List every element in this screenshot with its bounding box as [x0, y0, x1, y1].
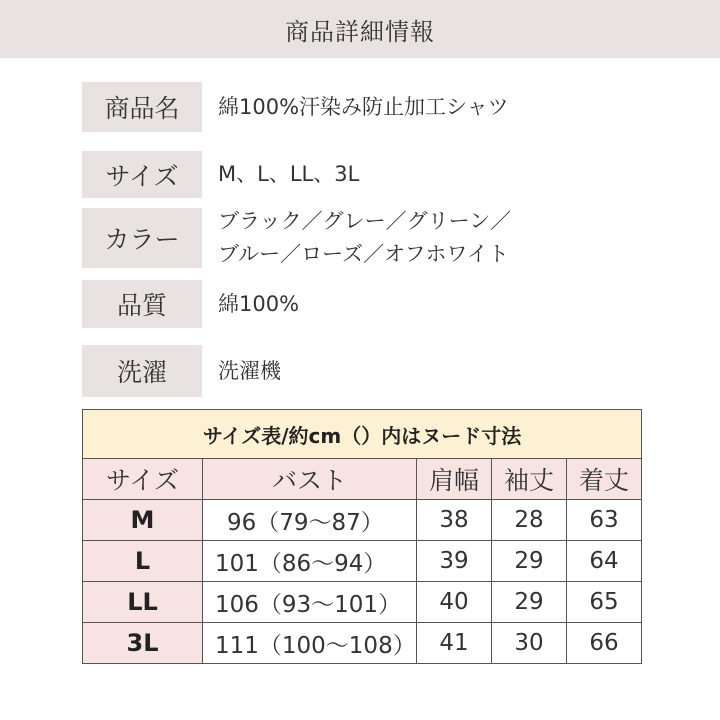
sleeve-cell: 29 [492, 582, 567, 623]
shoulder-cell: 38 [417, 500, 492, 541]
spec-row-material [82, 280, 642, 328]
sleeve-cell: 29 [492, 541, 567, 582]
column-header-length: 着丈 [567, 459, 642, 500]
spec-label: 品質 [82, 280, 202, 328]
table-row [83, 582, 642, 623]
size-table-header-row [83, 459, 642, 500]
length-cell: 64 [567, 541, 642, 582]
spec-value-line: 綿100%汗染み防止加工シャツ [218, 94, 509, 119]
spec-row-product-name [82, 82, 642, 132]
header-bar [0, 0, 720, 58]
spec-value [218, 205, 511, 271]
length-cell: 65 [567, 582, 642, 623]
spec-value [218, 91, 509, 124]
table-row [83, 623, 642, 664]
bust-cell: 96（79〜87） [203, 500, 417, 541]
spec-row-size [82, 151, 642, 198]
size-table-caption: サイズ表/約cm（）内はヌード寸法 [83, 410, 642, 459]
spec-label: カラー [82, 208, 202, 268]
spec-value [218, 288, 299, 321]
bust-cell: 106（93〜101） [203, 582, 417, 623]
column-header-bust: バスト [203, 459, 417, 500]
shoulder-cell: 41 [417, 623, 492, 664]
spec-label: 洗濯 [82, 345, 202, 397]
bust-cell: 111（100〜108） [203, 623, 417, 664]
size-table [82, 409, 642, 664]
shoulder-cell: 40 [417, 582, 492, 623]
size-cell: M [83, 500, 203, 541]
shoulder-cell: 39 [417, 541, 492, 582]
size-cell: 3L [83, 623, 203, 664]
column-header-sleeve: 袖丈 [492, 459, 567, 500]
spec-value-line: M、L、LL、3L [218, 162, 360, 186]
size-cell: LL [83, 582, 203, 623]
sleeve-cell: 30 [492, 623, 567, 664]
spec-value-line: 綿100% [218, 291, 300, 316]
table-row [83, 541, 642, 582]
sleeve-cell: 28 [492, 500, 567, 541]
column-header-shoulder: 肩幅 [417, 459, 492, 500]
length-cell: 63 [567, 500, 642, 541]
spec-row-color [82, 205, 642, 271]
bust-cell: 101（86〜94） [203, 541, 417, 582]
spec-value [218, 355, 281, 388]
size-cell: L [83, 541, 203, 582]
spec-row-washing [82, 345, 642, 397]
spec-value-line: 洗濯機 [218, 358, 281, 383]
page-title: 商品詳細情報 [285, 17, 435, 46]
spec-label: サイズ [82, 151, 202, 198]
spec-label: 商品名 [82, 82, 202, 132]
spec-value-line: ブルー／ローズ／オフホワイト [218, 242, 509, 266]
spec-value [218, 158, 359, 191]
length-cell: 66 [567, 623, 642, 664]
column-header-size: サイズ [83, 459, 203, 500]
table-row [83, 500, 642, 541]
spec-value-line: ブラック／グレー／グリーン／ [218, 209, 512, 233]
